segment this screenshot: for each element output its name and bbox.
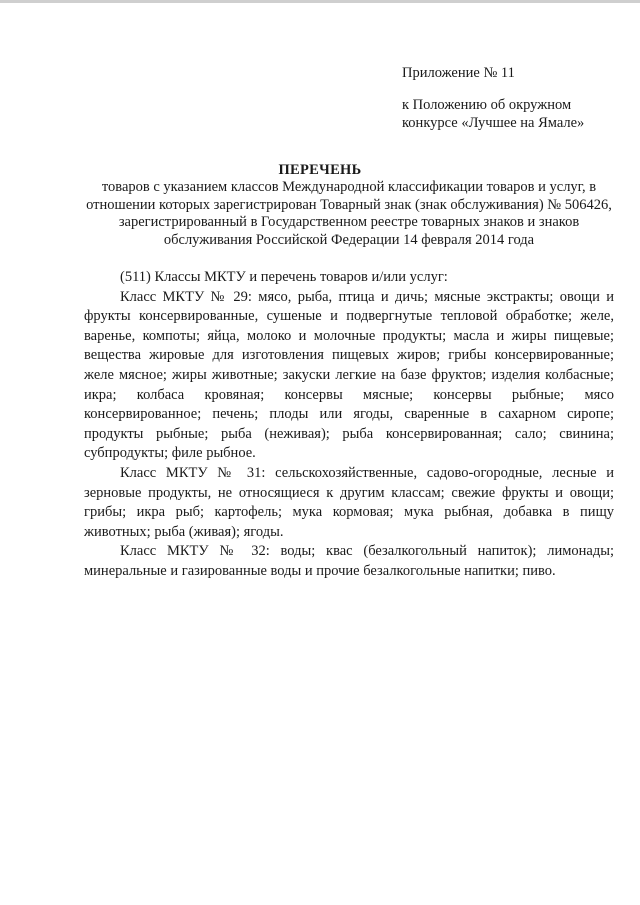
- appendix-block: [402, 64, 632, 132]
- class-31-paragraph: Класс МКТУ № 31: сельскохозяйственные, садово-огородные, лесные и зерновые продукты, не относящиеся к другим классам; свежие фрукты и овощи; грибы; икра рыб; картофель; мука кормовая; мука рыбная, добавка в пищу животных; рыба (живая); ягоды.: [84, 464, 614, 540]
- appendix-line-1: к Положению об окружном: [402, 97, 572, 113]
- appendix-line-2: конкурсе «Лучшее на Ямале»: [402, 115, 585, 131]
- document-title: ПЕРЕЧЕНЬ: [278, 162, 362, 178]
- class-32-paragraph: Класс МКТУ № 32: воды; квас (безалкогольный напиток); лимонады; минеральные и газированные воды и прочие безалкогольные напитки; пиво.: [84, 543, 614, 579]
- intro-paragraph: (511) Классы МКТУ и перечень товаров и/или услуг:: [120, 269, 448, 285]
- document-subtitle: товаров с указанием классов Международной классификации товаров и услуг, в отношении которых зарегистрирован Товарный знак (знак обслуживания) № 506426, зарегистрированный в Государственном реестре товарных знаков и знаков обслуживания Российской Федерации 14 февраля 2014 года: [86, 179, 612, 248]
- document-body: [84, 268, 614, 582]
- class-29-paragraph: Класс МКТУ № 29: мясо, рыба, птица и дичь; мясные экстракты; овощи и фрукты консервированные, сушеные и подвергнутые тепловой обработке; желе, варенье, компоты; яйца, молоко и молочные продукты; масла и жиры пищевые; вещества жировые для изготовления пищевых жиров; грибы консервированные; желе мясное; жиры животные; закуски легкие на базе фруктов; изделия колбасные; икра; колбаса кровяная; консервы мясные; консервы рыбные; мясо консервированное; печень; плоды или ягоды, сваренные в сахарном сиропе; продукты рыбные; рыба (неживая); рыба консервированная; сало; свинина; субпродукты; филе рыбное.: [84, 288, 614, 462]
- appendix-number: Приложение № 11: [402, 65, 515, 81]
- scan-edge: [0, 0, 640, 3]
